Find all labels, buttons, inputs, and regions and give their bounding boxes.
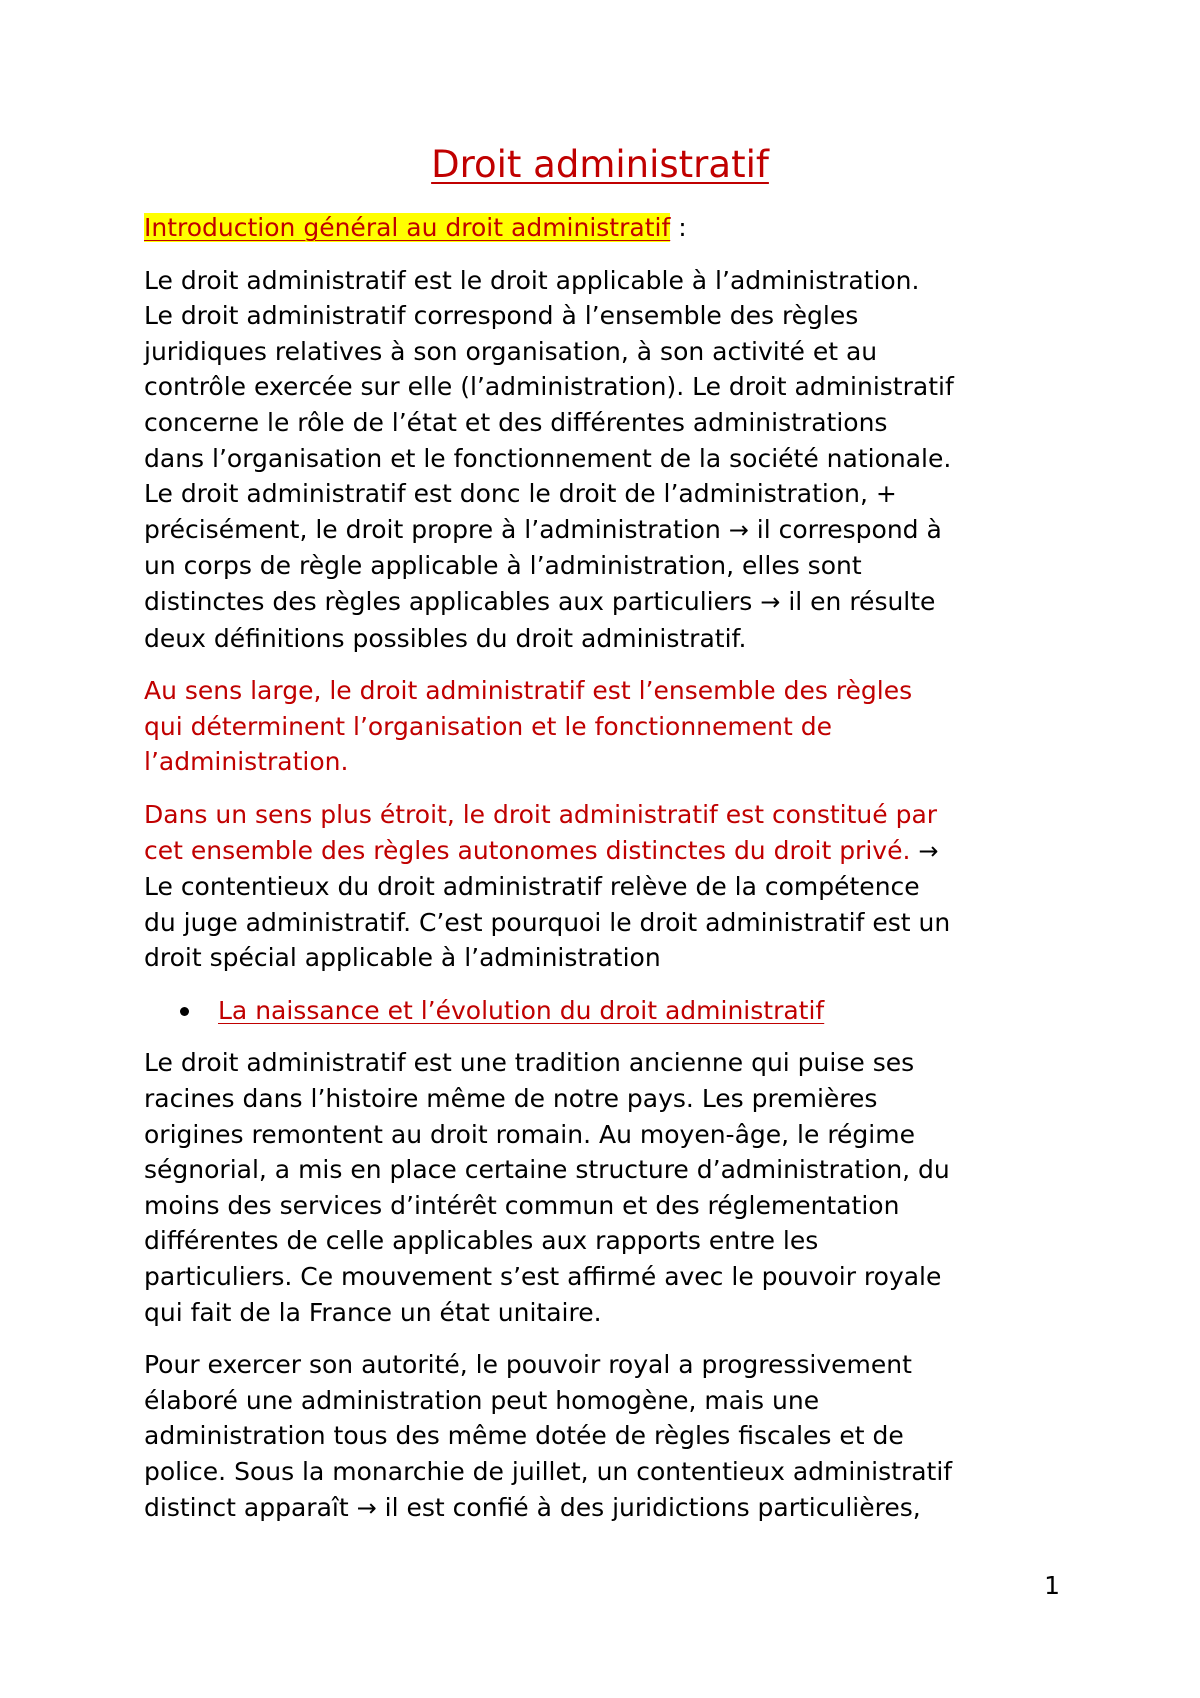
text-line: qui fait de la France un état unitaire. xyxy=(144,1297,602,1327)
text-line: juridiques relatives à son organisation, à son activité et au xyxy=(144,336,878,366)
document-body xyxy=(144,210,1094,1543)
arrow-icon: → xyxy=(760,587,781,616)
text-segment: il en résulte xyxy=(780,586,936,616)
text-line: racines dans l’histoire même de notre pays. Les premières xyxy=(144,1084,878,1114)
text-line: Le droit administratif est donc le droit de l’administration, + xyxy=(144,479,897,509)
text-line: deux définitions possibles du droit administratif. xyxy=(144,623,747,653)
paragraph-history xyxy=(144,1045,1094,1330)
text-line: Le droit administratif est le droit applicable à l’administration. xyxy=(144,265,920,295)
text-segment: cet ensemble des règles autonomes distinctes du droit privé. xyxy=(144,835,911,865)
bullet-icon xyxy=(180,1007,189,1016)
intro-heading: Introduction général au droit administratif xyxy=(144,213,671,242)
document-title: Droit administratif xyxy=(431,143,769,186)
text-line: Le contentieux du droit administratif relève de la compétence xyxy=(144,872,920,902)
text-line: un corps de règle applicable à l’administration, elles sont xyxy=(144,551,862,581)
text-line: qui déterminent l’organisation et le fonctionnement de xyxy=(144,711,832,741)
paragraph-narrow-sense xyxy=(144,797,1094,976)
paragraph-definition xyxy=(144,263,1094,657)
arrow-icon: → xyxy=(918,836,939,865)
text-line-with-arrow xyxy=(144,1490,1094,1527)
text-line: droit spécial applicable à l’administration xyxy=(144,943,661,973)
text-segment: distinctes des règles applicables aux particuliers xyxy=(144,586,753,616)
text-line-with-arrow xyxy=(144,512,1094,549)
text-line-with-arrow xyxy=(144,584,1094,621)
section-heading: La naissance et l’évolution du droit administratif xyxy=(218,995,825,1025)
text-line: Le droit administratif est une tradition ancienne qui puise ses xyxy=(144,1048,915,1078)
arrow-icon: → xyxy=(356,1493,377,1522)
paragraph-broad-sense xyxy=(144,673,1094,780)
text-line: dans l’organisation et le fonctionnement de la société nationale. xyxy=(144,443,952,473)
paragraph-royal-power xyxy=(144,1347,1094,1526)
bullet-list-item xyxy=(144,993,1094,1029)
intro-heading-suffix: : xyxy=(670,213,687,242)
text-segment: distinct apparaît xyxy=(144,1492,349,1522)
text-line: contrôle exercée sur elle (l’administration). Le droit administratif xyxy=(144,372,954,402)
text-line: Au sens large, le droit administratif est l’ensemble des règles xyxy=(144,676,913,706)
text-line-with-arrow xyxy=(144,833,1094,870)
intro-heading-line xyxy=(144,210,1094,246)
text-segment: précisément, le droit propre à l’administration xyxy=(144,514,721,544)
text-segment: il correspond à xyxy=(748,514,942,544)
page-number: 1 xyxy=(1044,1571,1060,1600)
arrow-icon: → xyxy=(728,515,749,544)
text-line: Pour exercer son autorité, le pouvoir royal a progressivement xyxy=(144,1350,912,1380)
text-line: police. Sous la monarchie de juillet, un contentieux administratif xyxy=(144,1457,953,1486)
text-line: moins des services d’intérêt commun et des réglementation xyxy=(144,1190,900,1220)
text-line: différentes de celle applicables aux rapports entre les xyxy=(144,1226,819,1256)
text-line: du juge administratif. C’est pourquoi le droit administratif est un xyxy=(144,907,951,937)
text-line: élaboré une administration peut homogène, mais une xyxy=(144,1385,820,1415)
text-line: Le droit administratif correspond à l’ensemble des règles xyxy=(144,301,859,331)
text-line: origines remontent au droit romain. Au moyen-âge, le régime xyxy=(144,1119,915,1149)
text-segment: il est confié à des juridictions particulières, xyxy=(376,1492,921,1522)
text-line: particuliers. Ce mouvement s’est affirmé avec le pouvoir royale xyxy=(144,1262,942,1292)
text-line: Dans un sens plus étroit, le droit administratif est constitué par xyxy=(144,799,938,829)
text-line: l’administration. xyxy=(144,747,349,777)
text-line: ségnorial, a mis en place certaine structure d’administration, du xyxy=(144,1155,950,1185)
text-line: administration tous des même dotée de règles fiscales et de xyxy=(144,1421,904,1451)
text-line: concerne le rôle de l’état et des différentes administrations xyxy=(144,407,888,437)
